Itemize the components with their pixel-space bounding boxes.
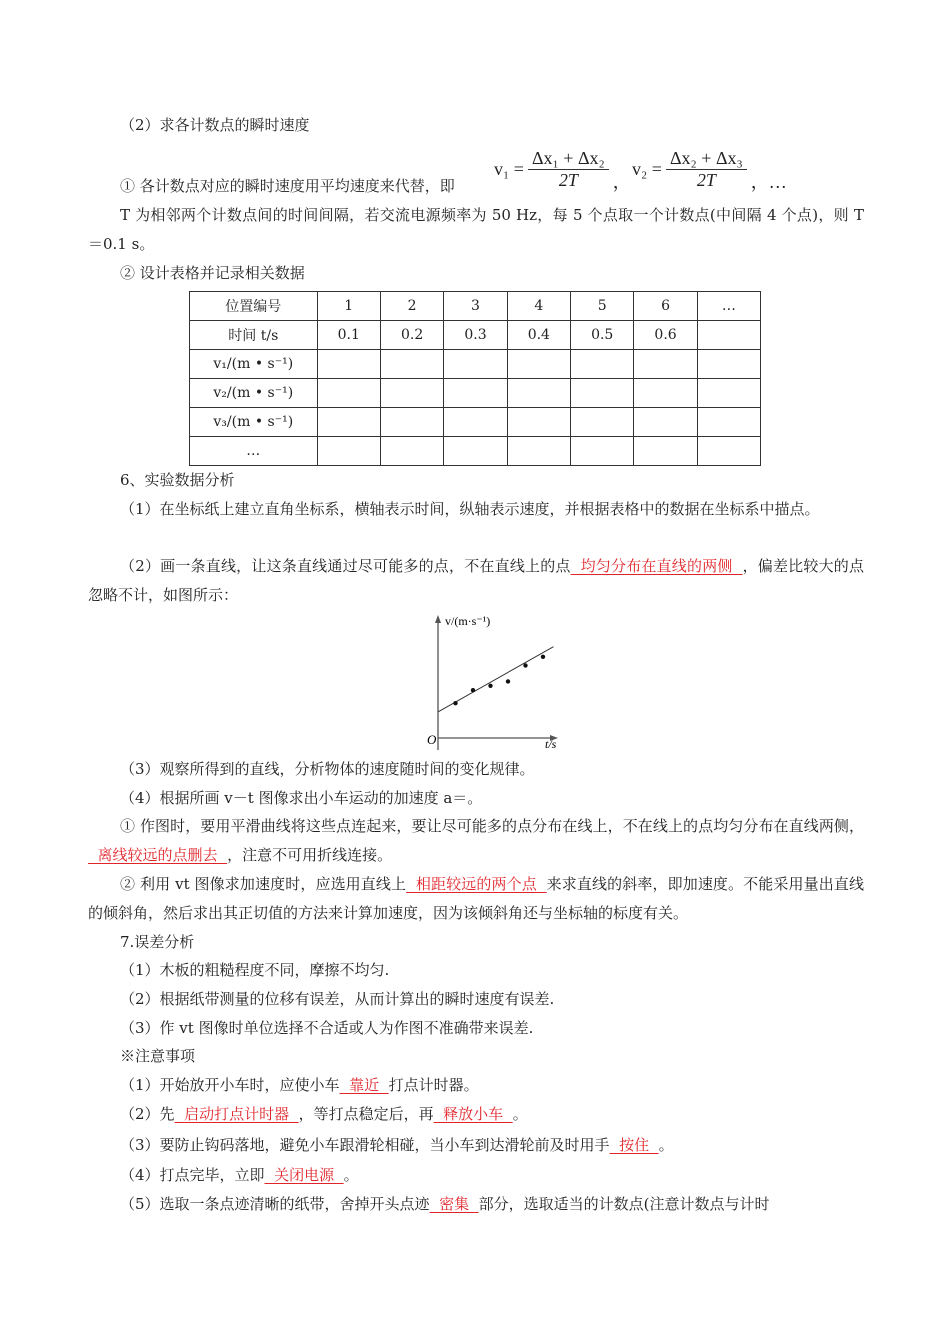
paragraph-text: （1）在坐标纸上建立直角坐标系，横轴表示时间，纵轴表示速度，并根据表格中的数据在坐标系中描点。	[120, 500, 820, 518]
formula-lhs: v₂ =	[632, 158, 662, 179]
paragraph	[88, 956, 864, 985]
table-cell	[571, 408, 634, 437]
answer-blank: 相距较远的两个点	[406, 875, 547, 893]
table-row	[190, 437, 761, 466]
paragraph	[88, 495, 864, 524]
paragraph-text: （5）选取一条点迹清晰的纸带，舍掉开头点迹	[120, 1195, 430, 1213]
answer-blank: 按住	[609, 1136, 659, 1154]
paragraph-text: （2）画一条直线，让这条直线通过尽可能多的点，不在直线上的点	[120, 557, 571, 575]
table-cell	[697, 350, 760, 379]
x-axis-label: t/s	[545, 737, 557, 751]
data-point	[471, 688, 475, 692]
formula-v1	[494, 144, 631, 194]
paragraph-text: （3）作 vt 图像时单位选择不合适或人为作图不准确带来误差.	[120, 1019, 534, 1037]
paragraph-text: 打点计时器。	[388, 1076, 479, 1094]
paragraph	[88, 1014, 864, 1043]
paragraph	[88, 1071, 864, 1100]
paragraph-text: 部分，选取适当的计数点(注意计数点与计时	[478, 1195, 770, 1213]
table-row	[190, 408, 761, 437]
table-cell: 位置编号	[190, 292, 318, 321]
data-table	[189, 291, 761, 466]
table-cell: 0.5	[571, 321, 634, 350]
table-cell	[507, 408, 570, 437]
velocity-time-graph	[415, 605, 575, 755]
data-point	[506, 679, 510, 683]
data-point	[488, 684, 492, 688]
table-cell	[634, 408, 697, 437]
table-cell	[507, 379, 570, 408]
table-cell	[571, 379, 634, 408]
answer-blank: 离线较远的点删去	[88, 846, 228, 864]
table-cell	[697, 437, 760, 466]
table-cell	[571, 350, 634, 379]
table-cell	[317, 379, 380, 408]
table-cell: v₁/(m • s⁻¹)	[190, 350, 318, 379]
answer-blank: 释放小车	[433, 1105, 513, 1123]
paragraph-text: ，注意不可用折线连接。	[227, 846, 393, 864]
data-point	[541, 655, 545, 659]
table-cell: …	[190, 437, 318, 466]
paragraph: ② 设计表格并记录相关数据	[120, 264, 305, 282]
formula-lhs: v₁ =	[494, 158, 524, 179]
table-cell	[634, 437, 697, 466]
table-cell	[317, 350, 380, 379]
table-cell	[380, 408, 443, 437]
paragraph-text: （3）要防止钩码落地，避免小车跟滑轮相碰，当小车到达滑轮前及时用手	[120, 1136, 610, 1154]
data-point	[523, 663, 527, 667]
paragraph	[88, 985, 864, 1014]
paragraph-text: （2）先	[120, 1105, 175, 1123]
paragraph-text: 。	[512, 1105, 528, 1123]
paragraph-text: ※注意事项	[120, 1047, 196, 1065]
paragraph	[88, 870, 864, 928]
table-cell	[697, 408, 760, 437]
table-cell: 6	[634, 292, 697, 321]
table-cell: 时间 t/s	[190, 321, 318, 350]
paragraph-text: 。	[343, 1166, 359, 1184]
table-cell	[697, 379, 760, 408]
table-cell: 0.4	[507, 321, 570, 350]
ellipsis: ，…	[750, 172, 787, 192]
paragraph	[88, 1100, 864, 1129]
origin-label: O	[427, 732, 437, 747]
answer-blank: 密集	[429, 1195, 479, 1213]
paragraph-text: ① 作图时，要用平滑曲线将这些点连起来，要让尽可能多的点分布在线上，不在线上的点均匀分布在直线两侧，	[120, 817, 864, 835]
paragraph-text: ，等打点稳定后，再	[298, 1105, 434, 1123]
formula-numerator: Δx₂ + Δx₃	[666, 148, 747, 170]
paragraph-text: ，偏差比较大的点忽略不计，如图所示：	[88, 557, 864, 604]
answer-blank: 关闭电源	[264, 1166, 344, 1184]
table-cell	[317, 408, 380, 437]
table-cell	[380, 379, 443, 408]
table-cell: 4	[507, 292, 570, 321]
table-cell	[571, 437, 634, 466]
table-cell	[507, 437, 570, 466]
paragraph	[88, 552, 864, 610]
table-cell: 0.6	[634, 321, 697, 350]
table-cell	[697, 321, 760, 350]
paragraph-text: ② 利用 vt 图像求加速度时，应选用直线上	[120, 875, 407, 893]
y-axis-arrow	[435, 615, 441, 623]
table-cell: 0.2	[380, 321, 443, 350]
paragraph-text: 来求直线的斜率，即加速度。不能采用量出直线的倾斜角，然后求出其正切值的方法来计算加速度，因为该倾斜角还与坐标轴的标度有关。	[88, 875, 864, 922]
table-cell	[444, 437, 507, 466]
paragraph	[88, 928, 864, 957]
table-cell	[444, 379, 507, 408]
table-cell	[317, 437, 380, 466]
table-row	[190, 321, 761, 350]
table-cell	[380, 437, 443, 466]
paragraph	[88, 784, 864, 813]
paragraph-text: （4）打点完毕，立即	[120, 1166, 265, 1184]
answer-blank: 均匀分布在直线的两侧	[570, 557, 743, 575]
table-cell	[444, 408, 507, 437]
table-cell: 2	[380, 292, 443, 321]
y-axis-label: v/(m·s⁻¹)	[445, 614, 491, 628]
separator: ，	[612, 172, 631, 192]
paragraph-text: 。	[658, 1136, 674, 1154]
paragraph	[88, 1190, 864, 1219]
table-cell: 0.3	[444, 321, 507, 350]
table-cell: v₃/(m • s⁻¹)	[190, 408, 318, 437]
table-cell	[634, 350, 697, 379]
table-cell	[507, 350, 570, 379]
formula-denominator: 2T	[696, 169, 716, 190]
table-row	[190, 379, 761, 408]
paragraph: T 为相邻两个计数点间的时间间隔，若交流电源频率为 50 Hz，每 5 个点取一个计数点(中间隔 4 个点)，则 T＝0.1 s。	[88, 206, 864, 253]
formula-numerator: Δx₁ + Δx₂	[528, 148, 609, 170]
table-row	[190, 350, 761, 379]
data-point	[453, 701, 457, 705]
answer-blank: 启动打点计时器	[174, 1105, 299, 1123]
table-cell: 0.1	[317, 321, 380, 350]
table-cell: 1	[317, 292, 380, 321]
table-cell: v₂/(m • s⁻¹)	[190, 379, 318, 408]
paragraph	[88, 755, 864, 784]
formula-denominator: 2T	[558, 169, 578, 190]
table-cell: 3	[444, 292, 507, 321]
paragraph-text: 7.误差分析	[120, 933, 195, 951]
paragraph	[88, 1131, 864, 1160]
section-heading: （2）求各计数点的瞬时速度	[120, 116, 310, 134]
paragraph: ① 各计数点对应的瞬时速度用平均速度来代替，即	[120, 177, 455, 195]
answer-blank: 靠近	[339, 1076, 389, 1094]
paragraph	[88, 466, 864, 495]
table-cell	[380, 350, 443, 379]
paragraph-text: （3）观察所得到的直线，分析物体的速度随时间的变化规律。	[120, 760, 535, 778]
paragraph	[88, 812, 864, 870]
table-cell: 5	[571, 292, 634, 321]
paragraph-text: （1）开始放开小车时，应使小车	[120, 1076, 340, 1094]
table-cell: …	[697, 292, 760, 321]
paragraph-text: 6、实验数据分析	[120, 471, 235, 489]
paragraph	[88, 1042, 864, 1071]
paragraph-text: （1）木板的粗糙程度不同，摩擦不均匀.	[120, 961, 390, 979]
paragraph	[88, 1161, 864, 1190]
formula-v2	[632, 144, 787, 194]
paragraph-text: （2）根据纸带测量的位移有误差，从而计算出的瞬时速度有误差.	[120, 990, 555, 1008]
table-cell	[634, 379, 697, 408]
table-cell	[444, 350, 507, 379]
table-row	[190, 292, 761, 321]
paragraph-text: （4）根据所画 v－t 图像求出小车运动的加速度 a＝。	[120, 789, 483, 807]
